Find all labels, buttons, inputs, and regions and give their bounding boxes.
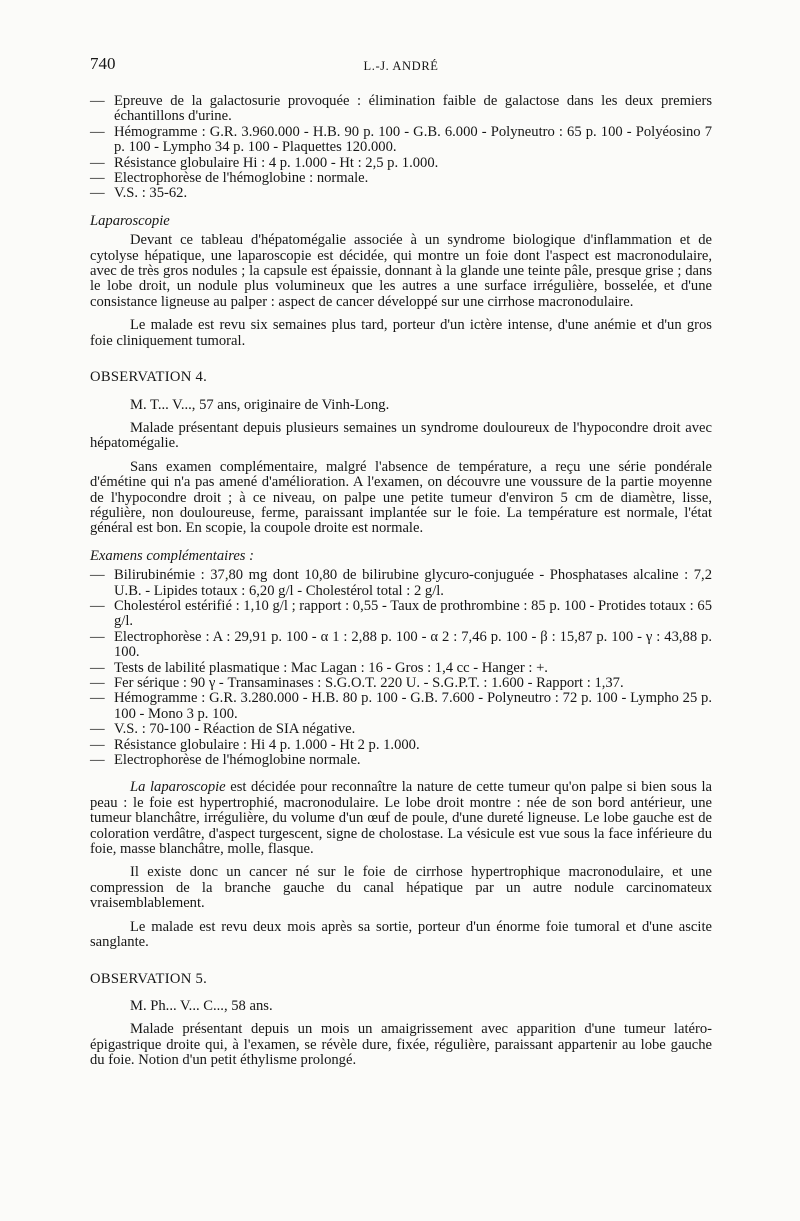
paragraph-text: est décidée pour reconnaître la nature de cette tumeur qu'on palpe si bien sous la peau : le foie est hypertrophié, macronodulaire. Le lobe droit montre : née de son bord antérieur, une tumeur blanchâtre, irrégulière, du volume d'un œuf de poule, d'une dureté ligneuse. Le lobe gauche est de coloration verdâtre, d'aspect turgescent, signe de cholostase. La vésicule est vue sous la face inférieure du foie, masse blanchâtre, molle, flasque. xyxy=(90,779,712,858)
page-header xyxy=(90,56,712,80)
list-item: — Hémogramme : G.R. 3.280.000 - H.B. 80 p. 100 - G.B. 7.600 - Polyneutro : 72 p. 100 - Lympho 25 p. 100 - Mono 3 p. 100. xyxy=(90,691,712,722)
observation-4-title: OBSERVATION 4. xyxy=(90,369,208,386)
section-heading-examens: Examens complémentaires : xyxy=(90,547,254,564)
italic-lead: La laparoscopie xyxy=(130,779,226,796)
list-item: — Electrophorèse de l'hémoglobine : normale. xyxy=(90,171,712,186)
paragraph: Il existe donc un cancer né sur le foie de cirrhose hypertrophique macronodulaire, et une compression de la branche gauche du canal hépatique par un autre nodule carcinomateux vraisemblablement. xyxy=(90,864,712,912)
article-body xyxy=(90,94,712,1069)
patient-line: M. T... V..., 57 ans, originaire de Vinh-Long. xyxy=(130,396,390,413)
paragraph: Le malade est revu six semaines plus tard, porteur d'un ictère intense, d'une anémie et d'un gros foie cliniquement tumoral. xyxy=(90,317,712,349)
list-item: — Bilirubinémie : 37,80 mg dont 10,80 de bilirubine glycuro-conjuguée - Phosphatases alcaline : 7,2 U.B. - Lipides totaux : 6,20 g/l - Cholestérol total : 2 g/l. xyxy=(90,568,712,599)
list-item: — Electrophorèse : A : 29,91 p. 100 - α 1 : 2,88 p. 100 - α 2 : 7,46 p. 100 - β : 15,87 p. 100 - γ : 43,88 p. 100. xyxy=(90,630,712,661)
paragraph-laparoscopie xyxy=(90,780,712,857)
paragraph: Malade présentant depuis plusieurs semaines un syndrome douloureux de l'hypocondre droit avec hépatomégalie. xyxy=(90,419,712,452)
patient-line: M. Ph... V... C..., 58 ans. xyxy=(130,997,273,1014)
paragraph: Le malade est revu deux mois après sa sortie, porteur d'un énorme foie tumoral et d'une ascite sanglante. xyxy=(90,918,712,951)
list-item: — Résistance globulaire : Hi 4 p. 1.000 - Ht 2 p. 1.000. xyxy=(90,738,712,753)
list-item: — Fer sérique : 90 γ - Transaminases : S.G.O.T. 220 U. - S.G.P.T. : 1.600 - Rapport : 1,37. xyxy=(90,676,712,691)
list-item: — Epreuve de la galactosurie provoquée : élimination faible de galactose dans les deux premiers échantillons d'urine. xyxy=(90,94,712,125)
list-item: — Tests de labilité plasmatique : Mac Lagan : 16 - Gros : 1,4 cc - Hanger : +. xyxy=(90,661,712,676)
page-number: 740 xyxy=(90,54,116,73)
paragraph: Malade présentant depuis un mois un amaigrissement avec apparition d'une tumeur latéro-épigastrique droite qui, à l'examen, se révèle dure, fixée, régulière, paraissant appartenir au lobe gauche du foie. Notion d'un petit éthylisme prolongé. xyxy=(90,1021,712,1069)
list-item: — Cholestérol estérifié : 1,10 g/l ; rapport : 0,55 - Taux de prothrombine : 85 p. 100 - Protides totaux : 65 g/l. xyxy=(90,599,712,630)
lab-results-list xyxy=(90,94,712,202)
list-item: — V.S. : 35-62. xyxy=(90,186,712,201)
list-item: — Hémogramme : G.R. 3.960.000 - H.B. 90 p. 100 - G.B. 6.000 - Polyneutro : 65 p. 100 - Polyéosino 7 p. 100 - Lympho 34 p. 100 - Plaquettes 120.000. xyxy=(90,125,712,156)
paragraph: Sans examen complémentaire, malgré l'absence de température, a reçu une série pondérale d'émétine qui n'a pas amené d'amélioration. A l'examen, on découvre une voussure de la partie moyenne de l'hypocondre droit ; à ce niveau, on palpe une petite tumeur d'environ 5 cm de diamètre, lisse, régulière, non douloureuse, ferme, paraissant implantée sur le foie. La température est normale, l'état général est bon. En scopie, la coupole droite est normale. xyxy=(90,458,712,537)
paragraph: Devant ce tableau d'hépatomégalie associée à un syndrome biologique d'inflammation et de cytolyse hépatique, une laparoscopie est décidée, qui montre un foie dont l'aspect est macronodulaire, avec de très gros nodules ; la capsule est épaissie, donnant à la glande une teinte pâle, presque grise ; dans le lobe droit, un nodule plus volumineux que les autres a une surface irrégulière, bosselée, et d'une consistance ligneuse au palper : aspect de cancer développé sur une cirrhose macronodulaire. xyxy=(90,232,712,310)
running-head: L.-J. ANDRÉ xyxy=(363,59,439,73)
list-item: — Résistance globulaire Hi : 4 p. 1.000 - Ht : 2,5 p. 1.000. xyxy=(90,156,712,171)
exam-results-list xyxy=(90,568,712,768)
list-item: — Electrophorèse de l'hémoglobine normale. xyxy=(90,753,712,768)
observation-5-title: OBSERVATION 5. xyxy=(90,970,208,987)
section-heading-laparoscopie: Laparoscopie xyxy=(90,212,170,229)
list-item: — V.S. : 70-100 - Réaction de SIA négative. xyxy=(90,722,712,737)
